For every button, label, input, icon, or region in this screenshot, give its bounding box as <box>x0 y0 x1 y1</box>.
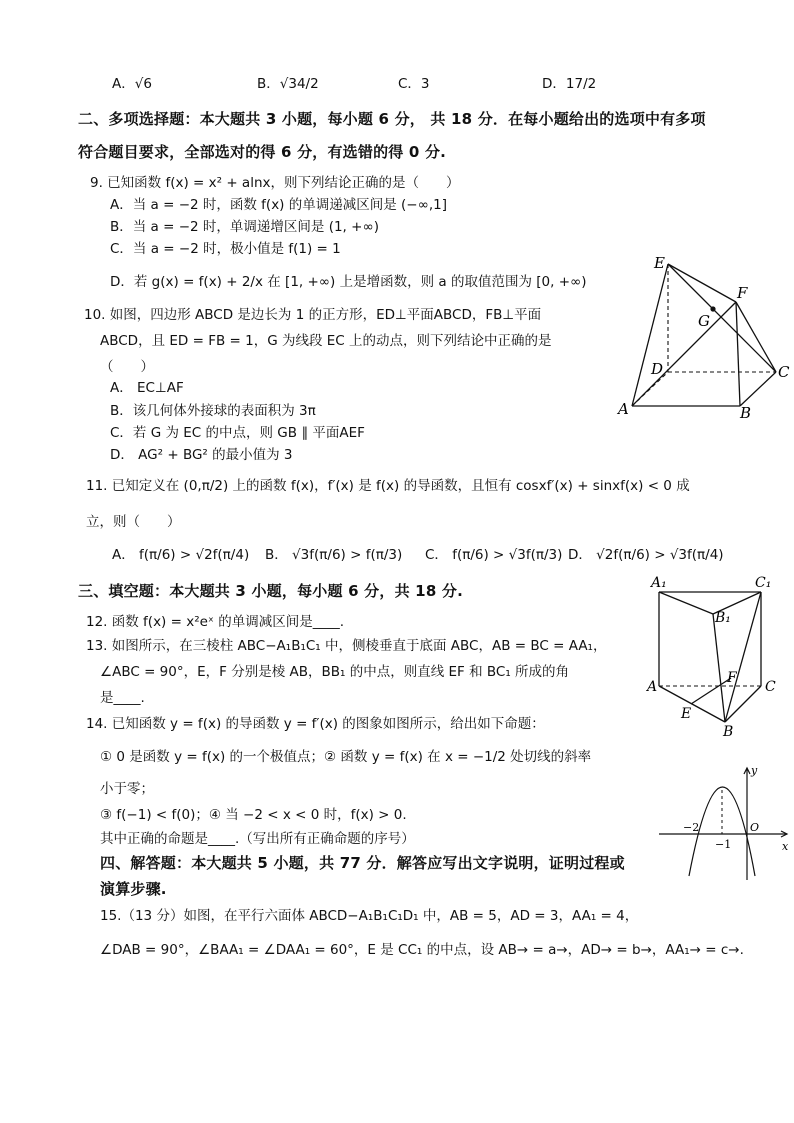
q10-option-b: B．该几何体外接球的表面积为 3π <box>110 403 316 419</box>
label-f: F <box>737 284 748 302</box>
q10-option-d: D． AG² + BG² 的最小值为 3 <box>110 447 293 463</box>
label-x-axis: x <box>782 840 789 853</box>
q15-line2: ∠DAB = 90°，∠BAA₁ = ∠DAA₁ = 60°，E 是 CC₁ 的中点，设 AB→ = a→，AD→ = b→，AA₁→ = c→. <box>100 942 744 958</box>
q12-text: 12. 函数 f(x) = x²eˣ 的单调减区间是____. <box>86 614 345 630</box>
q13-line1: 13. 如图所示，在三棱柱 ABC−A₁B₁C₁ 中，侧棱垂直于底面 ABC，AB = BC = AA₁， <box>86 638 607 654</box>
q10-line2: ABCD，且 ED = FB = 1，G 为线段 EC 上的动点，则下列结论中正确的是 <box>100 333 552 349</box>
option-b-top: B．√34/2 <box>257 76 319 92</box>
q13-line3: 是____. <box>100 690 145 706</box>
section2-header-line2: 符合题目要求，全部选对的得 6 分，有选错的得 0 分. <box>78 143 447 161</box>
q11-option-d: D． √2f(π/6) > √3f(π/4) <box>568 547 724 563</box>
q10-line1: 10. 如图，四边形 ABCD 是边长为 1 的正方形，ED⊥平面ABCD，FB⊥平面 <box>84 307 542 323</box>
q9-option-b: B．当 a = −2 时，单调递增区间是 (1, +∞) <box>110 219 379 235</box>
q11-option-a: A． f(π/6) > √2f(π/4) <box>112 547 250 563</box>
q15-line1: 15.（13 分）如图，在平行六面体 ABCD−A₁B₁C₁D₁ 中，AB = 5，AD = 3，AA₁ = 4， <box>100 908 639 924</box>
label-origin: O <box>750 821 760 834</box>
label-minus-2: −2 <box>683 821 700 834</box>
point-g-dot <box>710 306 715 311</box>
section4-header-line2: 演算步骤. <box>100 880 167 898</box>
q14-line4: ③ f(−1) < f(0)；④ 当 −2 < x < 0 时，f(x) > 0. <box>100 807 407 823</box>
label-minus-1: −1 <box>715 838 732 851</box>
label-y-axis: y <box>751 764 758 777</box>
label-c: C <box>778 363 790 381</box>
q11-line2: 立，则（ ） <box>86 514 181 530</box>
label-d: D <box>651 360 664 378</box>
label-a-prism: A <box>647 679 658 695</box>
label-e: E <box>654 254 665 272</box>
label-f-prism: F <box>727 670 737 686</box>
q9-option-a: A．当 a = −2 时，函数 f(x) 的单调递减区间是 (−∞,1] <box>110 197 448 213</box>
q14-line5: 其中正确的命题是____.（写出所有正确命题的序号） <box>100 831 415 847</box>
option-c-top: C．3 <box>398 76 430 92</box>
section3-header: 三、填空题：本大题共 3 小题，每小题 6 分，共 18 分. <box>78 582 463 600</box>
figure-q14-graph <box>655 760 794 885</box>
label-c-prism: C <box>765 679 776 695</box>
figure-q13-prism <box>645 572 794 742</box>
q11-option-c: C． f(π/6) > √3f(π/3) <box>425 547 563 563</box>
q10-option-a: A． EC⊥AF <box>110 380 184 396</box>
q10-option-c: C．若 G 为 EC 的中点，则 GB ∥ 平面AEF <box>110 425 365 441</box>
section4-header-line1: 四、解答题：本大题共 5 小题，共 77 分．解答应写出文字说明，证明过程或 <box>100 854 625 872</box>
q14-line1: 14. 已知函数 y = f(x) 的导函数 y = f′(x) 的图象如图所示，给出如下命题： <box>86 716 545 732</box>
q13-line2: ∠ABC = 90°，E，F 分别是棱 AB，BB₁ 的中点，则直线 EF 和 BC₁ 所成的角 <box>100 664 570 680</box>
label-e-prism: E <box>681 706 692 722</box>
q11-option-b: B． √3f(π/6) > f(π/3) <box>265 547 403 563</box>
q14-line2: ① 0 是函数 y = f(x) 的一个极值点；② 函数 y = f(x) 在 x = −1/2 处切线的斜率 <box>100 749 592 765</box>
label-c1: C₁ <box>755 575 772 591</box>
label-a: A <box>618 400 629 418</box>
label-b-prism: B <box>723 724 734 740</box>
section2-header-line1: 二、多项选择题：本大题共 3 小题，每小题 6 分， 共 18 分．在每小题给出的选项中有多项 <box>78 110 706 128</box>
q10-line3: （ ） <box>100 359 154 375</box>
label-a1: A₁ <box>651 575 667 591</box>
q11-line1: 11. 已知定义在 (0,π/2) 上的函数 f(x)，f′(x) 是 f(x) 的导函数，且恒有 cosxf′(x) + sinxf(x) < 0 成 <box>86 478 690 494</box>
option-a-top: A．√6 <box>112 76 152 92</box>
q9-stem: 9. 已知函数 f(x) = x² + alnx，则下列结论正确的是（ ） <box>90 175 460 191</box>
q9-option-c: C．当 a = −2 时，极小值是 f(1) = 1 <box>110 241 341 257</box>
label-b1: B₁ <box>715 610 731 626</box>
figure-q10-solid <box>612 250 794 425</box>
label-b: B <box>740 404 752 422</box>
label-g: G <box>698 312 710 330</box>
q9-option-d: D．若 g(x) = f(x) + 2/x 在 [1, +∞) 上是增函数，则 a 的取值范围为 [0, +∞) <box>110 274 587 290</box>
q14-line3: 小于零； <box>100 781 154 797</box>
option-d-top: D．17/2 <box>542 76 597 92</box>
